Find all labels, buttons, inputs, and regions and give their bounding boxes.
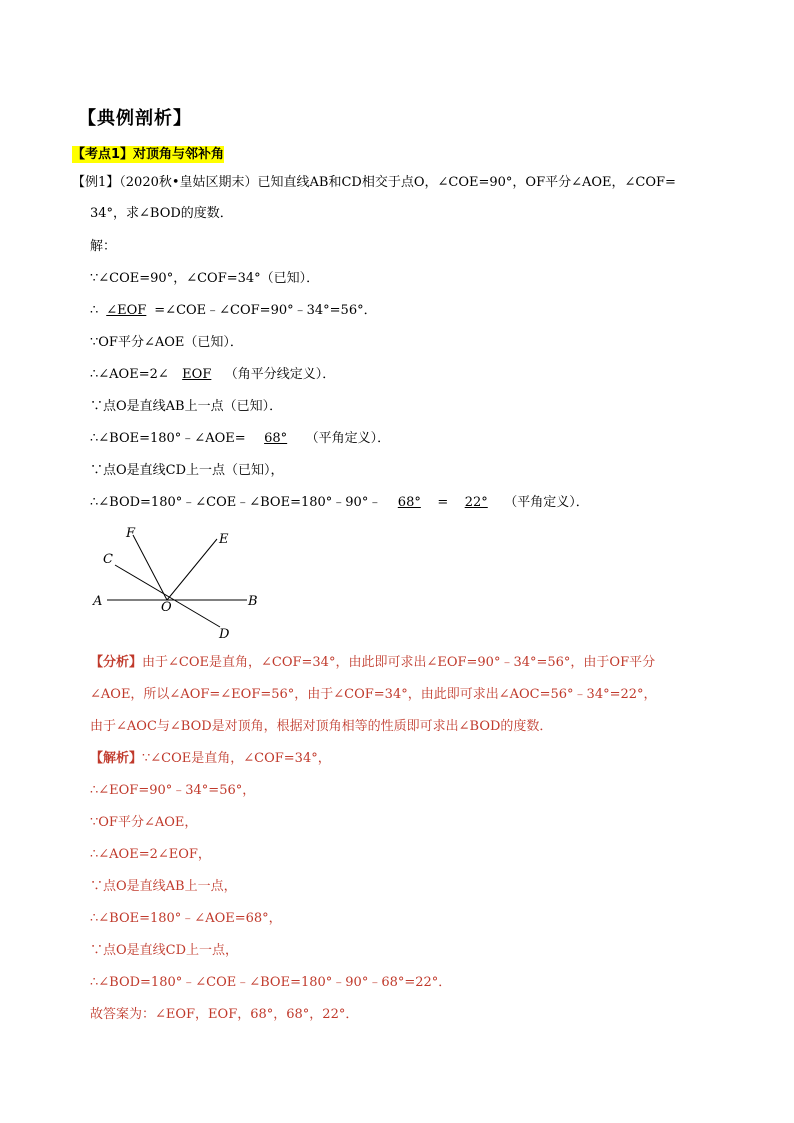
analysis-line-2: ∠AOE，所以∠AOF=∠EOF=56°，由于∠COF=34°，由此即可求出∠AOC=56°﹣34°=22°， <box>90 687 657 702</box>
answer-line-8: ∴∠BOD=180°﹣∠COE﹣∠BOE=180°﹣90°﹣68°=22°． <box>90 975 452 990</box>
solution-step-3: ∵OF平分∠AOE（已知）． <box>90 335 243 350</box>
section-title: 【典例剖析】 <box>78 108 192 129</box>
label-A: A <box>93 594 103 609</box>
ray-OE <box>167 539 217 600</box>
answer-line-5: ∵点O是直线AB上一点， <box>90 879 237 894</box>
label-F: F <box>126 526 136 541</box>
answer-line-6: ∴∠BOE=180°﹣∠AOE=68°， <box>90 911 282 926</box>
analysis-line-3: 由于∠AOC与∠BOD是对顶角，根据对顶角相等的性质即可求出∠BOD的度数． <box>90 719 553 734</box>
line-CD <box>115 565 220 627</box>
blank-4: 68° <box>397 495 421 510</box>
answer-line-1: 【解析】∵∠COE是直角，∠COF=34°， <box>90 751 331 766</box>
label-B: B <box>248 594 258 609</box>
label-E: E <box>219 532 229 547</box>
answer-line-2: ∴∠EOF=90°﹣34°=56°， <box>90 783 256 798</box>
solution-step-2: ∴ ∠EOF =∠COE﹣∠COF=90°﹣34°=56°． <box>90 303 377 318</box>
label-D: D <box>219 627 230 642</box>
solution-step-7: ∵点O是直线CD上一点（已知）， <box>90 463 284 478</box>
blank-3: 68° <box>264 431 288 446</box>
answer-final: 故答案为：∠EOF，EOF，68°，68°，22°． <box>90 1007 359 1022</box>
geometry-figure <box>85 525 285 645</box>
problem-line-1: 【例1】（2020秋•皇姑区期末）已知直线AB和CD相交于点O，∠COE=90°，OF平分∠AOE，∠COF= <box>72 175 676 190</box>
solution-step-4: ∴∠AOE=2∠ EOF （角平分线定义）． <box>90 367 336 382</box>
solution-step-6: ∴∠BOE=180°﹣∠AOE= 68° （平角定义）． <box>90 431 391 446</box>
solution-label: 解： <box>90 239 117 254</box>
solution-step-8: ∴∠BOD=180°﹣∠COE﹣∠BOE=180°﹣90°﹣ 68° = 22° （平角定义）． <box>90 495 589 510</box>
blank-5: 22° <box>464 495 488 510</box>
problem-line-2: 34°，求∠BOD的度数． <box>90 206 233 221</box>
answer-line-4: ∴∠AOE=2∠EOF， <box>90 847 211 862</box>
analysis-line-1: 【分析】由于∠COE是直角，∠COF=34°，由此即可求出∠EOF=90°﹣34°=56°，由于OF平分 <box>90 655 656 670</box>
answer-line-3: ∵OF平分∠AOE， <box>90 815 198 830</box>
topic-tag: 【考点1】对顶角与邻补角 <box>72 147 225 162</box>
solution-step-5: ∵点O是直线AB上一点（已知）． <box>90 399 283 414</box>
blank-2: EOF <box>182 367 212 382</box>
solution-step-1: ∵∠COE=90°，∠COF=34°（已知）． <box>90 271 320 286</box>
blank-1: ∠EOF <box>106 303 147 318</box>
label-O: O <box>161 600 172 615</box>
label-C: C <box>103 552 113 567</box>
ray-OF <box>133 535 167 600</box>
answer-line-7: ∵点O是直线CD上一点， <box>90 943 239 958</box>
